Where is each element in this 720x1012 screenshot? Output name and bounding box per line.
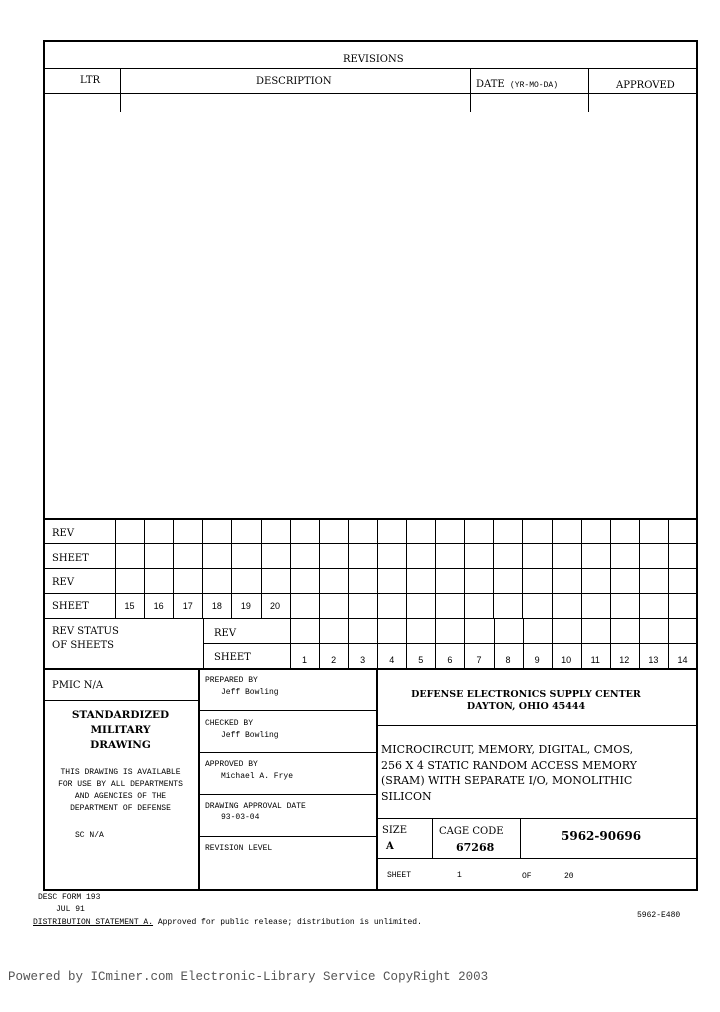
sheet-cell: 9 <box>534 655 540 665</box>
cage-label: CAGE CODE <box>439 826 504 837</box>
powered-by-line: Powered by ICminer.com Electronic-Library Service CopyRight 2003 <box>8 970 489 984</box>
sheet-label-2: SHEET <box>52 601 89 612</box>
col-date: DATE <box>476 79 505 90</box>
sheet-cell: 20 <box>270 601 281 611</box>
rev-label-3: REV <box>214 628 237 639</box>
sheet-label-1: SHEET <box>52 553 89 564</box>
document-code: 5962-E480 <box>637 911 681 920</box>
sheet-cell: 17 <box>182 601 193 611</box>
prepared-label: PREPARED BY <box>205 676 258 685</box>
rev-status-label: REV STATUS <box>52 626 119 637</box>
grid-line <box>43 518 698 520</box>
sc: SC N/A <box>75 831 104 840</box>
sheet-cell: 6 <box>447 655 453 665</box>
rev-label-2: REV <box>52 577 75 588</box>
title-line: (SRAM) WITH SEPARATE I/O, MONOLITHIC <box>381 774 633 787</box>
title-line: 256 X 4 STATIC RANDOM ACCESS MEMORY <box>381 758 637 772</box>
grid-line <box>552 518 553 618</box>
drawing-number: 5962-90696 <box>561 829 642 843</box>
sheet-cell: 2 <box>331 655 337 665</box>
approval-date-label: DRAWING APPROVAL DATE <box>205 802 306 811</box>
grid-line <box>464 518 465 618</box>
grid-line <box>406 518 407 618</box>
sheet-cell: 5 <box>418 655 424 665</box>
grid-line <box>610 518 611 618</box>
cage-value: 67268 <box>456 841 495 854</box>
avail-line: FOR USE BY ALL DEPARTMENTS <box>58 780 183 789</box>
of-sheets-label: OF SHEETS <box>52 640 115 651</box>
grid-line <box>639 518 640 618</box>
grid-line <box>697 518 698 618</box>
grid-line <box>203 643 698 644</box>
approved-by: Michael A. Frye <box>221 772 294 781</box>
checked-by: Jeff Bowling <box>221 731 279 740</box>
sheet-cell: 16 <box>153 601 164 611</box>
avail-line: DEPARTMENT OF DEFENSE <box>70 804 171 813</box>
of-label: OF <box>522 872 532 881</box>
availability-note <box>43 767 198 815</box>
grid-line <box>43 543 698 544</box>
grid-line <box>493 518 494 618</box>
grid-line <box>377 518 378 618</box>
revisions-title: REVISIONS <box>343 54 404 65</box>
agency-line-1: DEFENSE ELECTRONICS SUPPLY CENTER <box>411 689 641 700</box>
size-value: A <box>386 841 394 852</box>
rev-label-1: REV <box>52 528 75 539</box>
sheet-cell: 4 <box>389 655 395 665</box>
grid-line <box>348 518 349 618</box>
distribution-statement <box>33 918 422 927</box>
form-number: DESC FORM 193 <box>38 893 101 902</box>
sheet-cell: 8 <box>505 655 511 665</box>
smd-title <box>43 708 198 753</box>
drawing-title <box>381 742 637 804</box>
sheet-total: 20 <box>564 872 574 881</box>
form-date: JUL 91 <box>56 905 85 914</box>
sheet-cell: 7 <box>476 655 482 665</box>
title-line: SILICON <box>381 789 432 803</box>
agency-line-2: DAYTON, OHIO 45444 <box>466 701 586 712</box>
grid-line <box>522 518 523 618</box>
smd-line-2: MILITARY <box>90 724 151 736</box>
sheet-cell: 10 <box>561 655 572 665</box>
grid-line <box>668 518 669 618</box>
checked-label: CHECKED BY <box>205 719 254 728</box>
smd-line-3: DRAWING <box>90 739 151 751</box>
grid-line <box>435 518 436 618</box>
grid-line <box>319 518 320 618</box>
distribution-text: Approved for public release; distribution is unlimited. <box>153 918 422 927</box>
col-description: DESCRIPTION <box>256 76 332 87</box>
sheet-cell: 18 <box>211 601 222 611</box>
smd-line-1: STANDARDIZED <box>71 709 170 721</box>
grid-line <box>43 568 698 569</box>
size-label: SIZE <box>382 825 408 836</box>
approved-label: APPROVED BY <box>205 760 258 769</box>
col-ltr: LTR <box>80 75 101 86</box>
sheet-label-3: SHEET <box>214 652 251 663</box>
sheet-number: 1 <box>457 871 462 880</box>
grid-line <box>581 518 582 618</box>
grid-line <box>43 618 698 619</box>
pmic: PMIC N/A <box>52 680 104 691</box>
approval-date: 93-03-04 <box>221 813 260 822</box>
agency-block <box>376 689 676 713</box>
sheet-cell: 19 <box>240 601 251 611</box>
sheet-cell: 13 <box>648 655 659 665</box>
sheet-cell: 1 <box>302 655 308 665</box>
sheet-cell: 11 <box>590 655 600 665</box>
distribution-label: DISTRIBUTION STATEMENT A. <box>33 918 154 927</box>
avail-line: AND AGENCIES OF THE <box>74 792 167 801</box>
col-approved: APPROVED <box>616 80 675 91</box>
sheet-cell: 12 <box>619 655 630 665</box>
grid-line <box>290 518 291 618</box>
grid-line <box>43 593 698 594</box>
sheet-label: SHEET <box>387 871 412 880</box>
sheet-cell: 14 <box>677 655 688 665</box>
revision-level-label: REVISION LEVEL <box>205 844 273 853</box>
prepared-by: Jeff Bowling <box>221 688 279 697</box>
col-date-format: (YR-MO-DA) <box>510 81 559 90</box>
sheet-cell: 3 <box>360 655 366 665</box>
title-line: MICROCIRCUIT, MEMORY, DIGITAL, CMOS, <box>381 743 634 756</box>
avail-line: THIS DRAWING IS AVAILABLE <box>60 768 181 777</box>
sheet-cell: 15 <box>124 601 135 611</box>
